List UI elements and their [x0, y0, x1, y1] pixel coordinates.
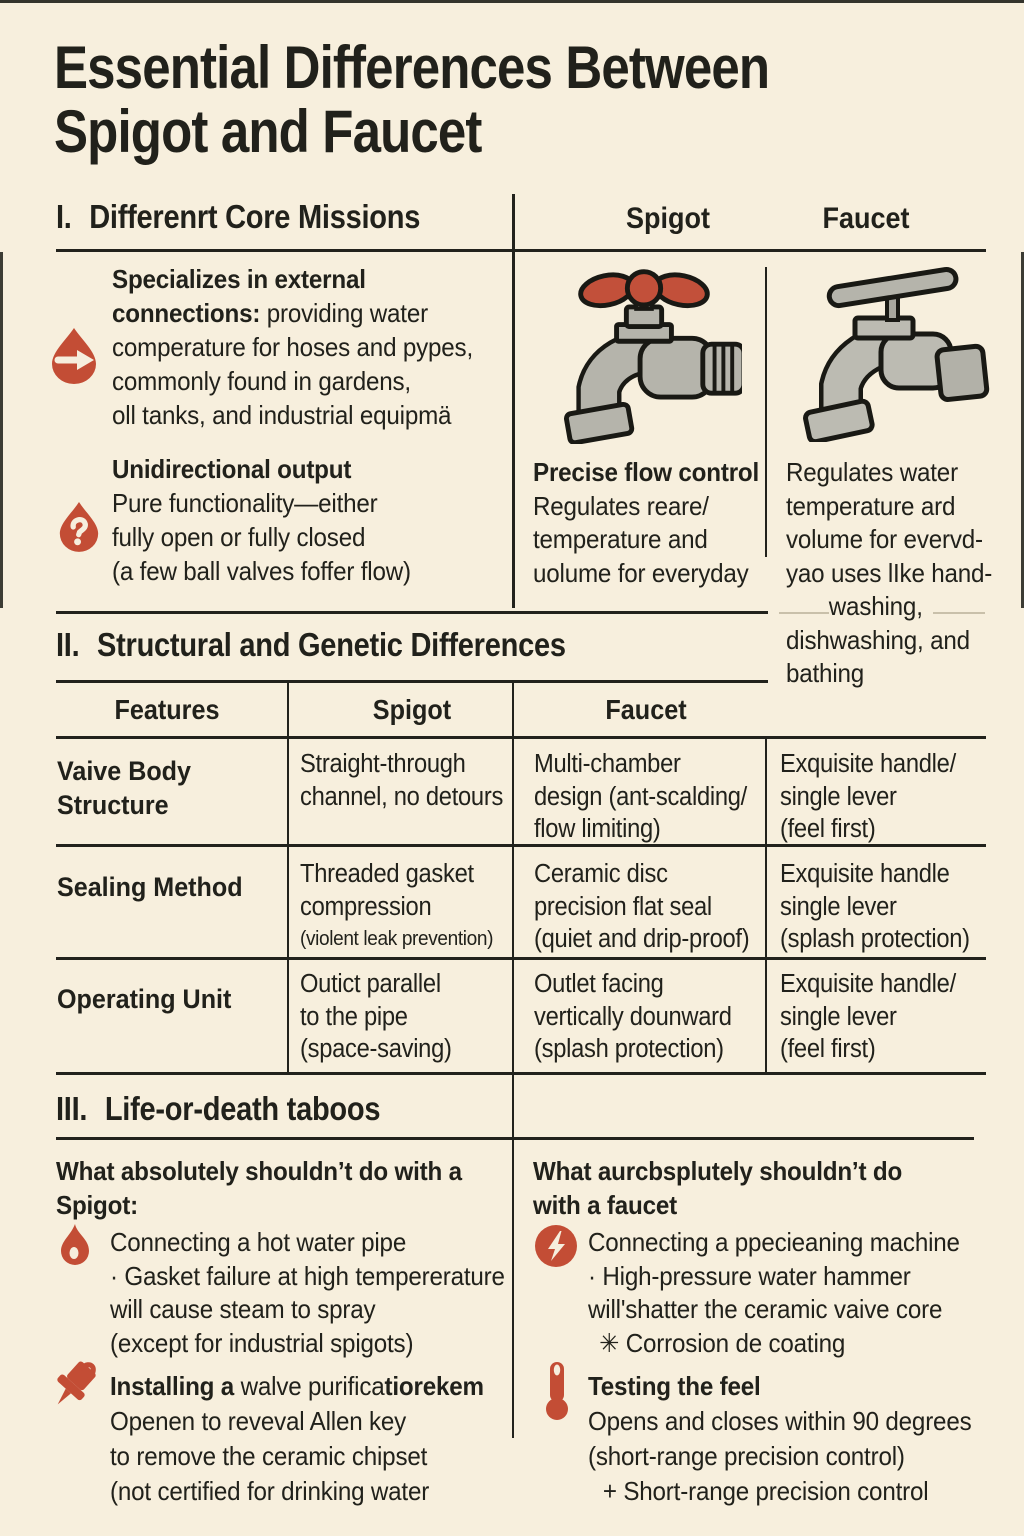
faucet-illustration: [788, 264, 990, 442]
section3-right-item1: Connecting a ppecieaning machine · High-pressure water hammer will'shatter the ceramic vaive core ✳ Corrosion de coating: [588, 1227, 960, 1358]
section1-item1-text: [112, 262, 473, 432]
section3-numeral: III.: [56, 1090, 88, 1127]
page-title: [54, 36, 904, 164]
spigot-caption-title: Precise flow control: [533, 457, 760, 487]
table-row2-feature: Sealing Method: [57, 872, 243, 902]
item1-line3: comperature for hoses and pypes,: [112, 332, 473, 362]
table-row3-feature: Operating Unit: [57, 984, 232, 1014]
section2-heading-rule: [56, 680, 768, 683]
droplet-arrow-icon: [48, 326, 100, 384]
item2-line3: fully open or fully closed: [112, 522, 366, 552]
pushpin-icon: [48, 1358, 100, 1416]
faucet-caption-line1: Regulates water: [786, 457, 958, 487]
table-row1-spigot: Straight-through channel, no detours: [300, 750, 504, 811]
spigot-caption-line2: Regulates reare/: [533, 490, 709, 521]
section3-heading-rule: [56, 1137, 974, 1140]
section2-heading: [56, 626, 566, 664]
table-header-spigot: Spigot: [372, 694, 452, 725]
item2-line2: Pure functionality—either: [112, 488, 378, 518]
faucet-caption-line3: volume for evervd-: [786, 524, 983, 554]
section3-heading: [56, 1090, 380, 1128]
table-row3-spigot: Outict parallel to the pipe (space-saving): [300, 970, 452, 1063]
table-row-separator-1: [56, 844, 986, 847]
pressure-bolt-icon: [534, 1224, 578, 1268]
section1-heading-rule: [56, 249, 986, 252]
table-row1-faucet: Multi-chamber design (ant-scalding/ flow limiting): [534, 750, 747, 843]
section1-heading-label: Differenrt Core Missions: [89, 198, 421, 235]
spigot-caption-line3: temperature and: [533, 524, 708, 554]
section1-item2-text: [112, 452, 411, 588]
spigot-illustration: [546, 262, 742, 444]
faucet-caption-line7: bathing: [786, 658, 865, 688]
faucet-caption-line5: washing,: [828, 591, 923, 621]
table-divider-col3: [765, 736, 767, 1073]
section2-rule-stub-right: [933, 612, 985, 614]
section3-column-divider: [512, 1072, 514, 1438]
table-bottom-rule: [56, 1072, 986, 1075]
faucet-caption-line6: dishwashing, and: [786, 624, 970, 655]
table-row3-faucet: Outlet facing vertically dounward (splash protection): [534, 970, 732, 1063]
faucet-caption: [786, 456, 992, 691]
table-divider-col1: [287, 683, 289, 1073]
section3-heading-label: Life-or-death taboos: [104, 1090, 381, 1127]
section2-heading-label: Structural and Genetic Differences: [97, 626, 566, 663]
faucet-caption-line2: temperature ard: [786, 490, 956, 521]
spigot-caption-line4: uolume for everyday: [533, 557, 749, 588]
item2-line4: (a few ball valves foffer flow): [112, 556, 411, 586]
table-row2-extra: Exquisite handle single lever (splash protection): [780, 860, 970, 953]
section2-rule-stub-left: [779, 612, 829, 614]
item1-line1: Specializes in external: [112, 264, 366, 294]
flame-icon: [54, 1222, 96, 1272]
table-row1-feature: Vaive Body Structure: [57, 756, 191, 820]
item1-line4: commonly found in gardens,: [112, 366, 411, 396]
spigot-caption: [533, 456, 759, 590]
section1-col-faucet: Faucet: [822, 202, 910, 235]
table-row3-extra: Exquisite handle/ single lever (feel first): [780, 970, 956, 1063]
thermometer-icon: [544, 1360, 570, 1422]
faucet-caption-line4: yao uses lIke hand-: [786, 557, 993, 588]
table-divider-col2: [512, 683, 514, 1073]
table-row2-spigot: Threaded gasket compression (violent leak prevention): [300, 860, 494, 950]
table-header-rule: [56, 736, 986, 739]
section1-col-spigot: Spigot: [626, 202, 710, 235]
section1-numeral: I.: [56, 198, 72, 235]
item1-line2: connections: providing water: [112, 298, 428, 328]
section3-left-item2: Installing a walve purificatiorekem Openen to reveval Allen key to remove the ceramic chipset (not certified for drinking water: [110, 1371, 484, 1506]
section2-top-rule: [56, 611, 768, 614]
page-title-line2: Spigot and Faucet: [54, 98, 482, 165]
section1-heading: [56, 198, 420, 236]
left-edge-line: [0, 252, 3, 608]
table-header-features: Features: [114, 694, 220, 725]
left-item2-line1: Installing a walve purificatiorekem: [110, 1371, 484, 1401]
item2-line1: Unidirectional output: [112, 454, 352, 484]
section3-right-item2: Testing the feel Opens and closes within 90 degrees (short-range precision control) + Short-range precision control: [588, 1371, 972, 1506]
table-row1-extra: Exquisite handle/ single lever (feel first): [780, 750, 956, 843]
top-edge-line: [0, 0, 1024, 3]
section3-right-header: What aurcbsplutely shouldn’t do with a faucet: [533, 1156, 903, 1220]
table-header-faucet: Faucet: [605, 694, 687, 725]
item1-line5: oll tanks, and industrial equipmä: [112, 400, 452, 430]
table-row2-faucet: Ceramic disc precision flat seal (quiet and drip-proof): [534, 860, 750, 953]
section3-left-item1: Connecting a hot water pipe · Gasket failure at high tempererature will cause steam to spray (except for industrial spigots): [110, 1227, 505, 1358]
droplet-question-icon: [56, 500, 102, 552]
section2-numeral: II.: [56, 626, 80, 663]
section1-divider-vertical: [512, 194, 515, 608]
table-row-separator-2: [56, 957, 986, 960]
section3-left-header: What absolutely shouldn’t do with a Spigot:: [56, 1156, 462, 1220]
page-title-line1: Essential Differences Between: [54, 34, 770, 101]
section1-spigot-faucet-divider: [765, 267, 767, 557]
